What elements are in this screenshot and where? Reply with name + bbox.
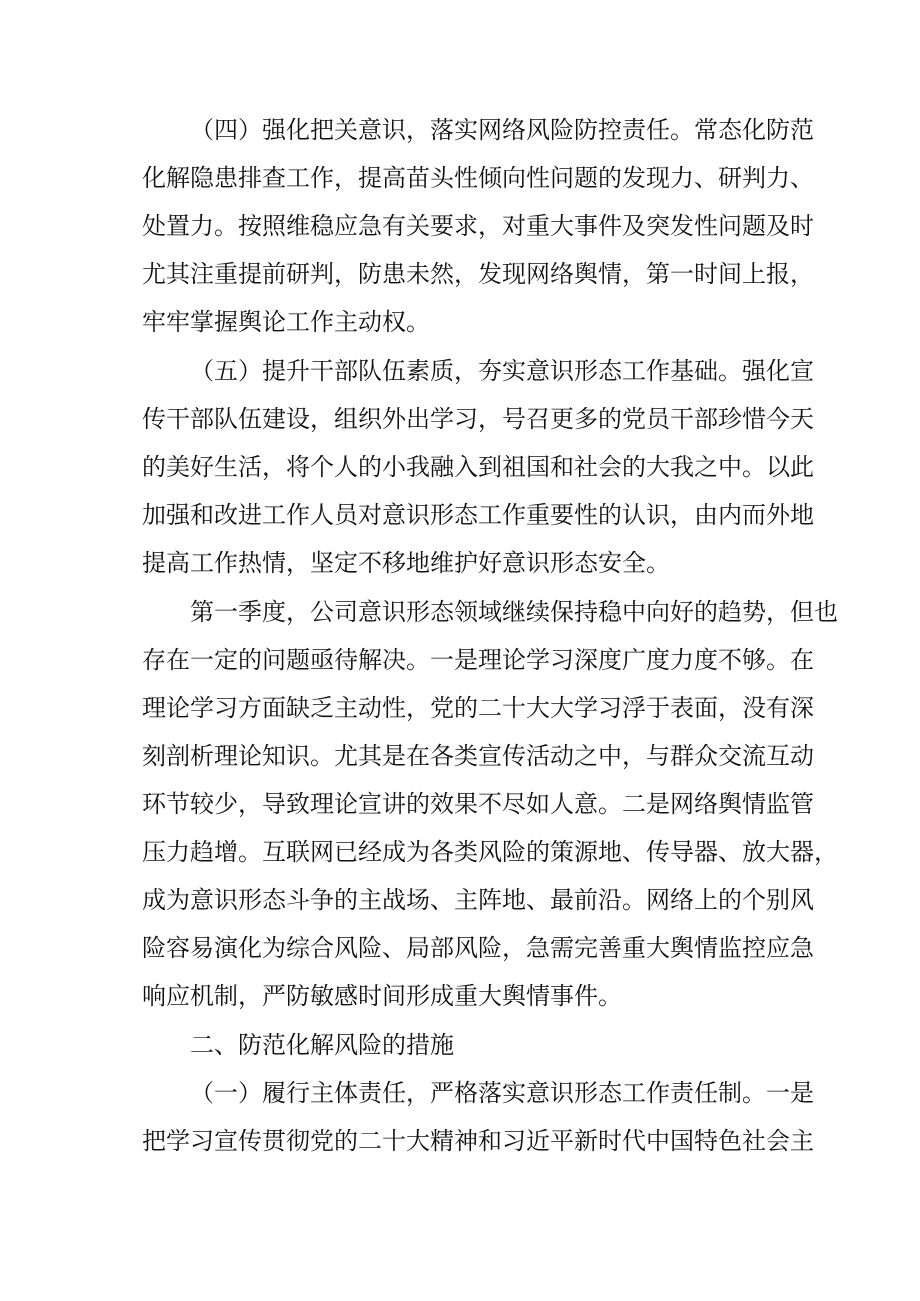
paragraph-summary-line-3: 理论学习方面缺乏主动性，党的二十大大学习浮于表面，没有深 bbox=[142, 694, 814, 722]
paragraph-4-line-5: 牢牢掌握舆论工作主动权。 bbox=[142, 308, 430, 336]
paragraph-summary-line-6: 压力趋增。互联网已经成为各类风险的策源地、传导器、放大器， bbox=[142, 838, 838, 866]
paragraph-summary-line-9: 响应机制，严防敏感时间形成重大舆情事件。 bbox=[142, 982, 622, 1010]
paragraph-4-line-4: 尤其注重提前研判，防患未然，发现网络舆情，第一时间上报， bbox=[142, 260, 814, 288]
paragraph-1-line-2: 把学习宣传贯彻党的二十大精神和习近平新时代中国特色社会主 bbox=[142, 1127, 814, 1155]
paragraph-5-line-1: （五）提升干部队伍素质，夯实意识形态工作基础。强化宣 bbox=[190, 357, 814, 385]
paragraph-summary-line-1: 第一季度，公司意识形态领域继续保持稳中向好的趋势，但也 bbox=[190, 598, 838, 626]
paragraph-5-line-4: 加强和改进工作人员对意识形态工作重要性的认识，由内而外地 bbox=[142, 501, 814, 529]
paragraph-4-line-3: 处置力。按照维稳应急有关要求，对重大事件及突发性问题及时 bbox=[142, 212, 814, 240]
paragraph-summary-line-8: 险容易演化为综合风险、局部风险，急需完善重大舆情监控应急 bbox=[142, 934, 814, 962]
paragraph-1-line-1: （一）履行主体责任，严格落实意识形态工作责任制。一是 bbox=[190, 1079, 814, 1107]
paragraph-5-line-3: 的美好生活，将个人的小我融入到祖国和社会的大我之中。以此 bbox=[142, 453, 814, 481]
paragraph-4-line-1: （四）强化把关意识，落实网络风险防控责任。常态化防范 bbox=[190, 116, 814, 144]
paragraph-5-line-5: 提高工作热情，坚定不移地维护好意识形态安全。 bbox=[142, 549, 670, 577]
paragraph-summary-line-5: 环节较少，导致理论宣讲的效果不尽如人意。二是网络舆情监管 bbox=[142, 790, 814, 818]
paragraph-summary-line-2: 存在一定的问题亟待解决。一是理论学习深度广度力度不够。在 bbox=[142, 646, 814, 674]
section-heading: 二、防范化解风险的措施 bbox=[190, 1031, 454, 1059]
paragraph-4-line-2: 化解隐患排查工作，提高苗头性倾向性问题的发现力、研判力、 bbox=[142, 164, 814, 192]
paragraph-summary-line-7: 成为意识形态斗争的主战场、主阵地、最前沿。网络上的个别风 bbox=[142, 886, 814, 914]
paragraph-5-line-2: 传干部队伍建设，组织外出学习，号召更多的党员干部珍惜今天 bbox=[142, 405, 814, 433]
paragraph-summary-line-4: 刻剖析理论知识。尤其是在各类宣传活动之中，与群众交流互动 bbox=[142, 742, 814, 770]
